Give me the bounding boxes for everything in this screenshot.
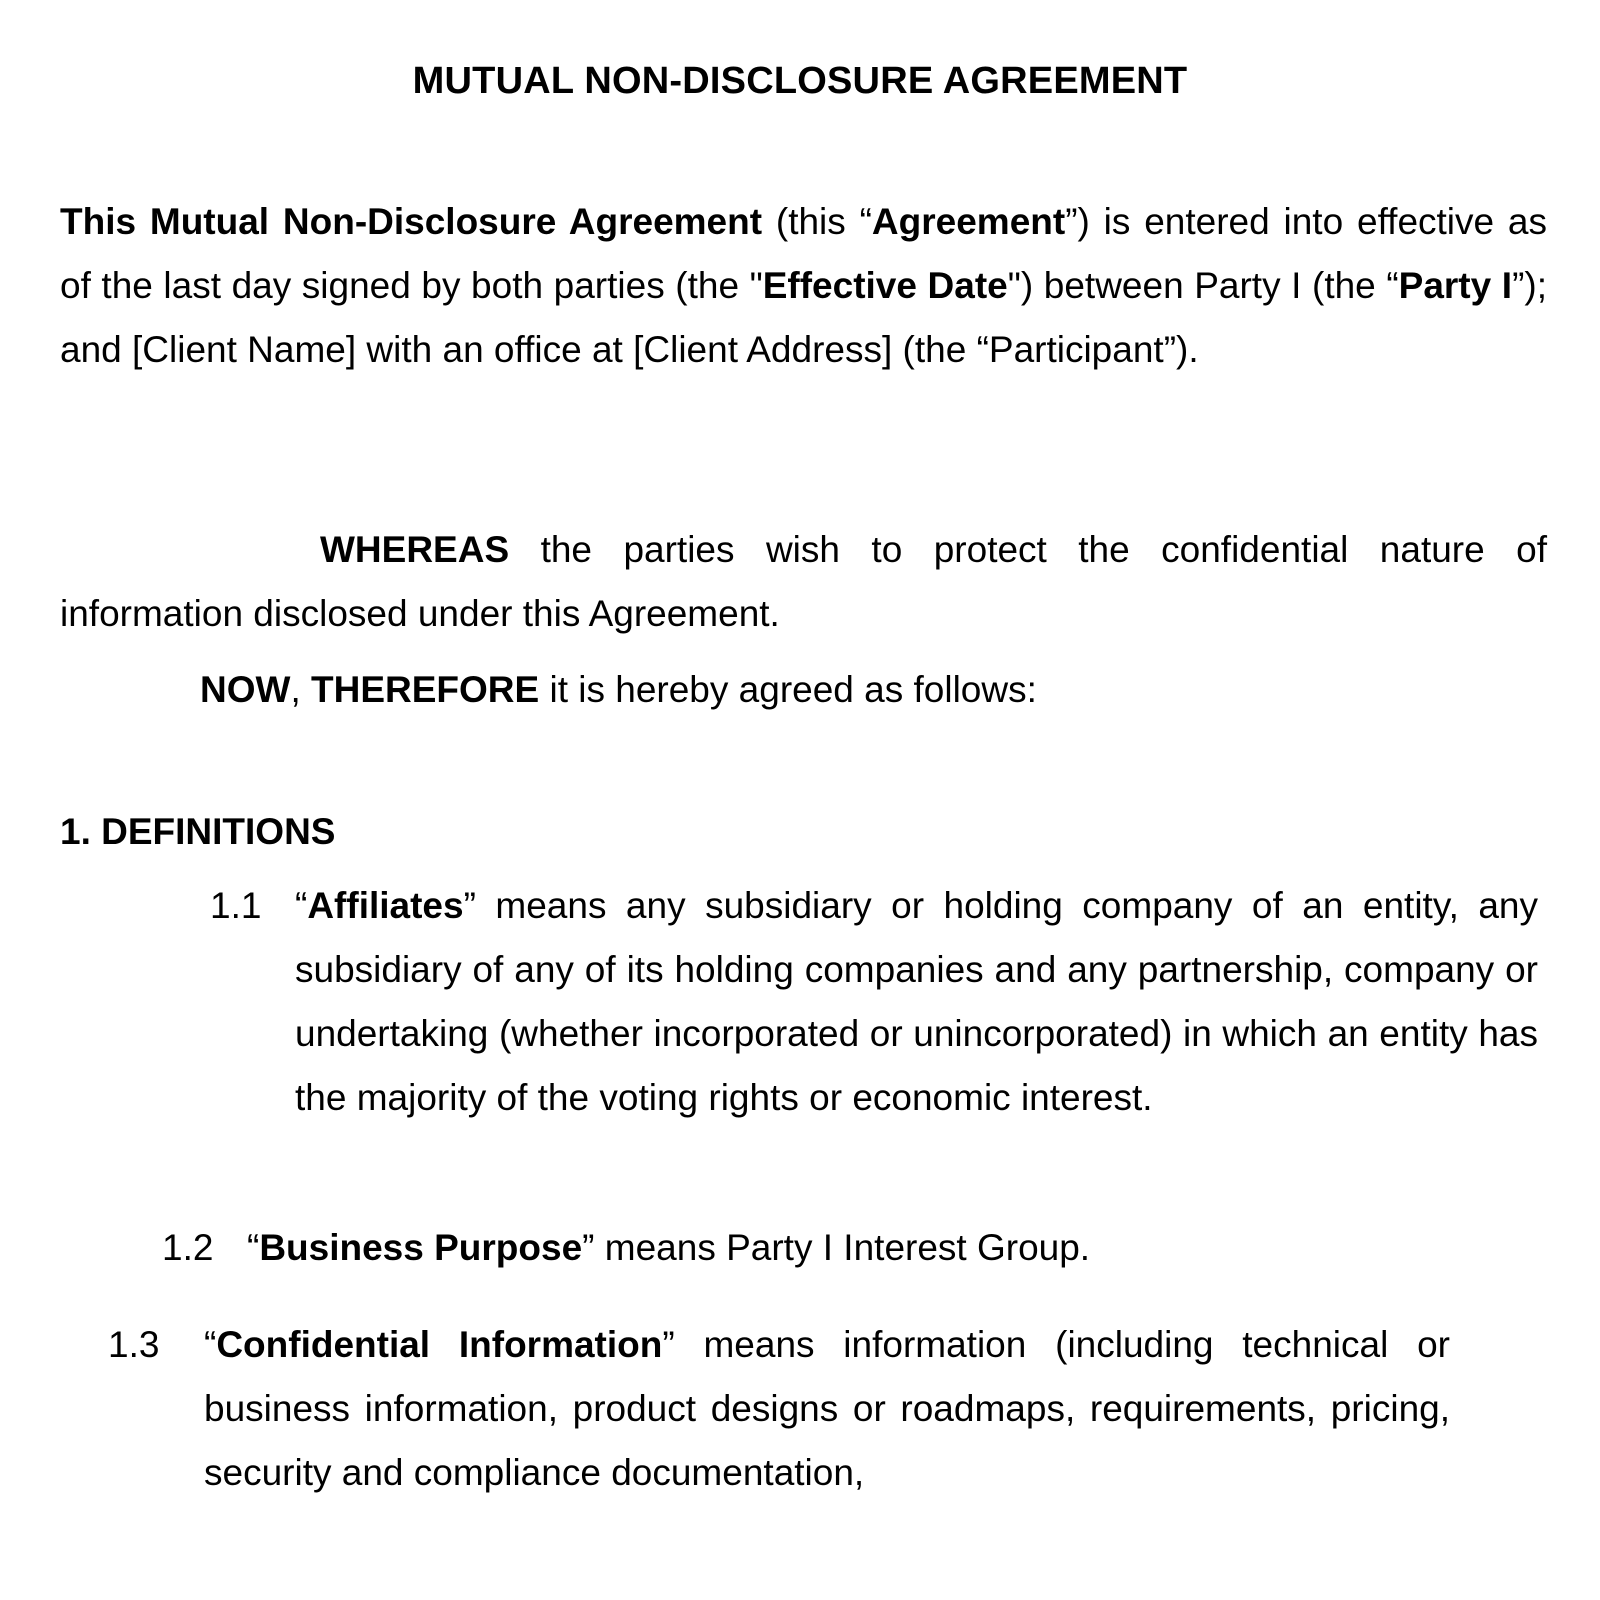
intro-bold-agreement-name: This Mutual Non-Disclosure Agreement — [60, 201, 763, 242]
clause-body — [295, 874, 1538, 1130]
clause-term: Business Purpose — [259, 1227, 583, 1268]
intro-bold-party-i: Party I — [1398, 265, 1513, 306]
clause-number: 1.2 — [162, 1227, 214, 1268]
clause-open-quote: “ — [247, 1227, 260, 1268]
intro-text-2: ”) is entered into effective as of the last day signed by both parties (the " — [60, 201, 1548, 306]
clause-number: 1.3 — [108, 1324, 160, 1365]
therefore-bold: THEREFORE — [311, 669, 540, 710]
intro-paragraph — [60, 190, 1547, 382]
clause-term: Confidential Information — [216, 1324, 663, 1365]
clause-1-3 — [108, 1313, 1450, 1505]
document-title: MUTUAL NON-DISCLOSURE AGREEMENT — [412, 60, 1188, 102]
whereas-bold: WHEREAS — [320, 529, 510, 570]
whereas-text: the parties wish to protect the confidential nature of information disclosed under this Agreement. — [60, 529, 1547, 634]
clause-number: 1.1 — [210, 885, 262, 926]
clause-body — [204, 1313, 1450, 1505]
intro-bold-effective-date: Effective Date — [762, 265, 1008, 306]
intro-bold-agreement: Agreement — [871, 201, 1066, 242]
clause-1-2 — [162, 1216, 1362, 1280]
intro-text-1: (this “ — [762, 201, 872, 242]
intro-text-3: ") between Party I (the “ — [1007, 265, 1399, 306]
clause-open-quote: “ — [204, 1324, 217, 1365]
clause-1-1 — [210, 874, 1538, 1130]
clause-text: ” means any subsidiary or holding company of an entity, any subsidiary of any of its holding companies and any partnership, company or undertaking (whether incorporated or unincorporated) in which an entity has the majority of the voting rights or economic interest. — [295, 885, 1538, 1118]
now-therefore-text: it is hereby agreed as follows: — [539, 669, 1037, 710]
section-heading-definitions: 1. DEFINITIONS — [60, 811, 336, 852]
clause-body — [247, 1216, 1362, 1280]
clause-text: ” means Party I Interest Group. — [582, 1227, 1091, 1268]
clause-open-quote: “ — [295, 885, 308, 926]
clause-term: Affiliates — [307, 885, 464, 926]
clause-text: ” means information (including technical or business information, product designs or roadmaps, requirements, pricing, security and compliance documentation, — [204, 1324, 1450, 1493]
whereas-paragraph — [60, 518, 1547, 646]
now-therefore-paragraph — [200, 658, 1037, 722]
intro-text-4: ”); and [Client Name] with an office at [Client Address] (the “Participant”). — [60, 265, 1547, 370]
now-separator: , — [290, 669, 311, 710]
now-bold: NOW — [200, 669, 291, 710]
